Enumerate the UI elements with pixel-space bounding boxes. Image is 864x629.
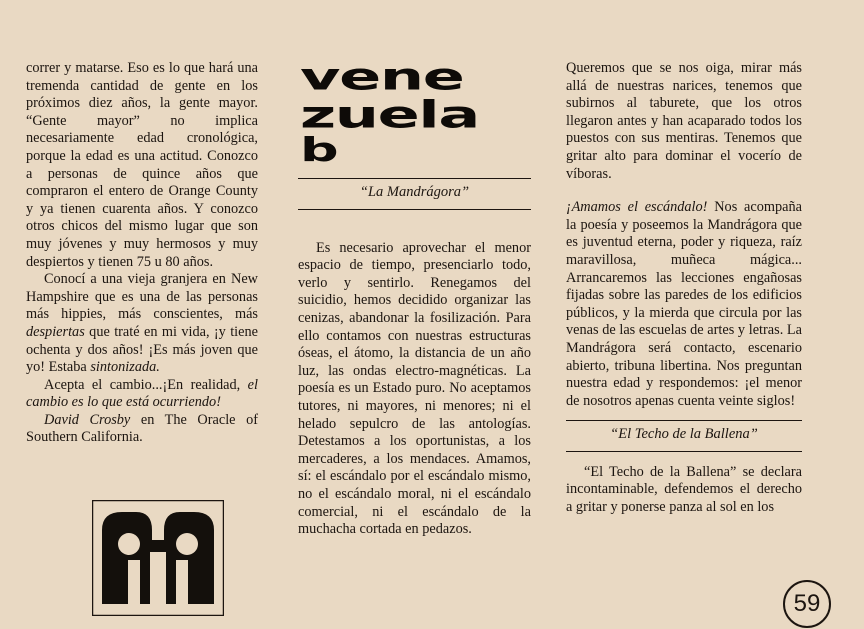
paragraph-crowd: correr y matarse. Eso es lo que hará una tremenda cantidad de gente en los próximos diez años, la gente mayor. “Gente mayor” no implica necesariamente edad cronológica, porque la edad es una actitud. Conozco a personas de quince años que compraron el entero de Orange County y ya tienen cuarenta años. Y conozco otros chicos del mismo lugar que son muy jóvenes y muy hermosos y muy despiertos y tienen 75 u 80 años.	[26, 60, 258, 270]
attribution-author: David Crosby	[44, 411, 131, 428]
change-emphasis: el cambio es lo que está ocurriendo!	[26, 376, 258, 411]
title-venezuela-line3: b	[300, 131, 338, 170]
section-heading-mandragora: “La Mandrágora”	[359, 184, 470, 200]
farmer-text-a: Conocí a una vieja granjera en New Hampshire que es una de las personas más hippies, más conscientes, más	[26, 271, 258, 323]
paragraph-attribution	[26, 412, 258, 447]
farmer-text-b: que traté en mi vida, ¡y tiene ochenta y dos años! ¡Es más joven que yo! Estaba	[26, 323, 258, 376]
column-right	[566, 60, 802, 517]
paragraph-change	[26, 377, 258, 412]
paragraph-ballena: “El Techo de la Ballena” se declara incontaminable, defendemos el derecho a gritar y ponerse panza al sol en los	[566, 463, 802, 516]
section-heading-ballena: “El Techo de la Ballena”	[610, 426, 758, 443]
scandal-emphasis: ¡Amamos el escándalo!	[566, 199, 708, 216]
title-venezuela-line2: zuela	[300, 92, 479, 137]
paragraph-be-heard: Queremos que se nos oiga, mirar más allá de nuestras narices, tenemos que subirnos al taburete, que los otros llegaron antes y han acaparado todos los puestos con sus mentiras. Tenemos que gritar alto para dominar el vocerío de víboras.	[566, 60, 802, 182]
paragraph-mandragora: Es necesario aprovechar el menor espacio de tiempo, presenciarlo todo, verlo y sentirlo. Renegamos del suicidio, hemos decidido organizar las cenizas, abandonar la fosilización. Para ello contamos con nuestras estructuras óseas, el átomo, la distancia de un año luz, las ondas electro-magnéticas. La poesía es un Estado puro. No aceptamos tutores, ni mayores, ni menores; ni el helado sepulcro de las antologías. Detestamos a los oportunistas, a los mercaderes, a los mendaces. Amamos, sí: el escándalo por el escándalo mismo, no el escándalo moral, ni el escándalo comercial, ni el escándalo de la muchacha cortada en pedazos.	[298, 239, 531, 538]
stylized-logo-image	[92, 500, 224, 616]
farmer-emphasis-2: sintonizada.	[90, 359, 160, 376]
page-number: 59	[783, 580, 831, 628]
title-block	[298, 54, 531, 178]
column-middle	[298, 54, 531, 539]
change-text: Acepta el cambio...¡En realidad,	[44, 376, 248, 393]
paragraph-scandal	[566, 199, 802, 410]
scandal-text: Nos acompaña la poesía y poseemos la Mandrágora que es juventud eterna, poder y riqueza, raíz maravillosa, muñeca mágica... Arrancaremos las lecciones engañosas fijadas sobre las paredes de los edificios públicos, y la mierda que circula por las venas de las escuelas de artes y letras. La Mandrágora será contacto, escenario abierto, tribuna libertina. Nos preguntan nuestra edad y respondemos: ¡el menor de nosotros apenas cuenta veinte siglos!	[566, 199, 802, 409]
paragraph-farmer	[26, 271, 258, 377]
farmer-emphasis: despiertas	[26, 323, 85, 340]
attribution-source: en The Oracle of Southern California.	[26, 411, 258, 446]
column-left	[26, 60, 258, 447]
title-venezuela-line1: vene	[300, 54, 464, 99]
